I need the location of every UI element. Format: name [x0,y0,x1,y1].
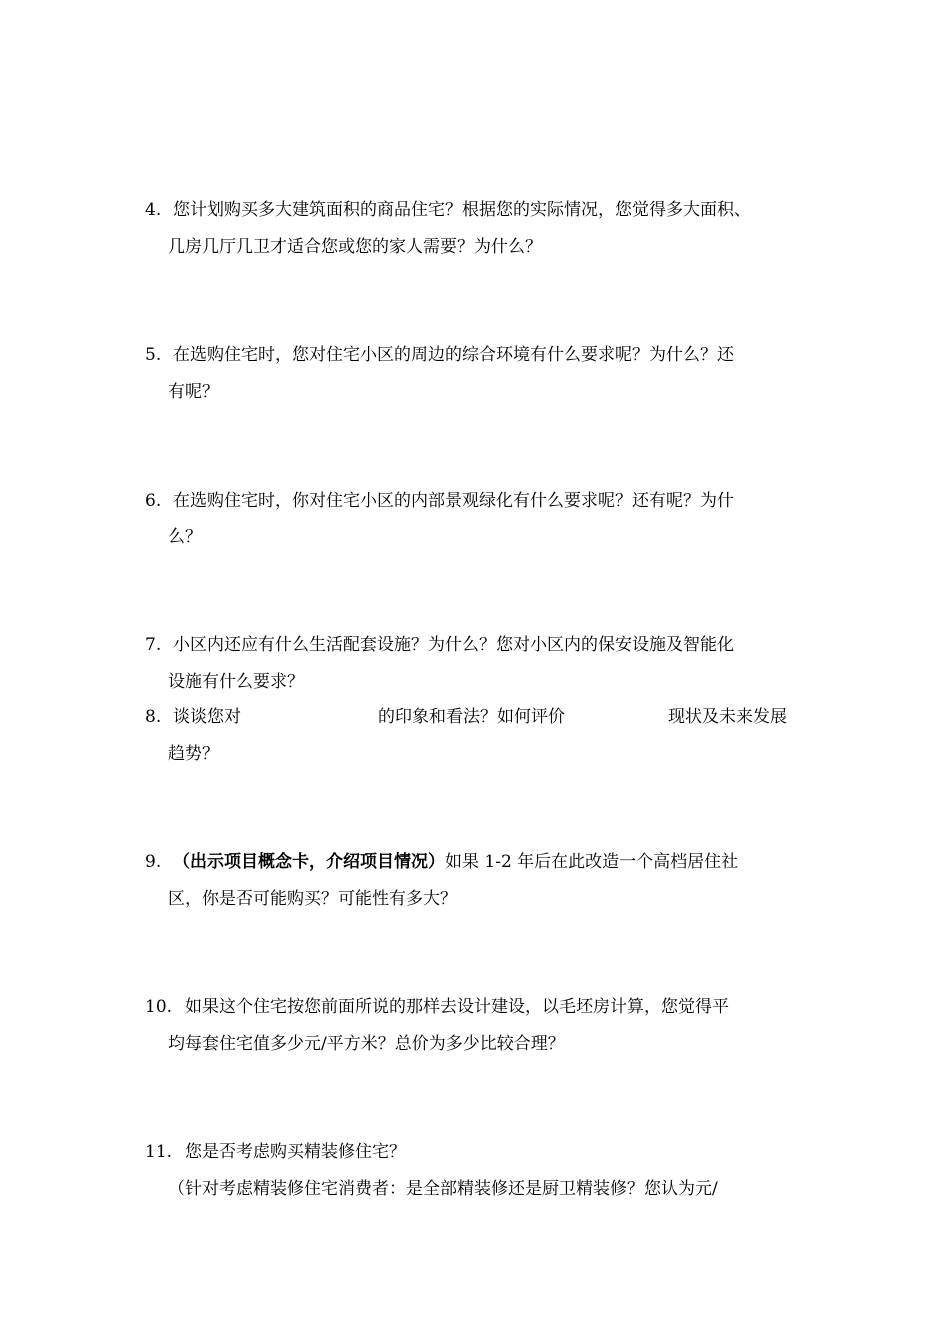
question-6-text-1: 在选购住宅时，你对住宅小区的内部景观绿化有什么要求呢？还有呢？为什 [173,491,734,511]
question-9-number: 9. [145,852,162,872]
question-11-line-2: （针对考虑精装修住宅消费者：是全部精装修还是厨卫精装修？您认为元/ [168,1179,718,1199]
question-7-text-1: 小区内还应有什么生活配套设施？为什么？您对小区内的保安设施及智能化 [173,635,734,655]
question-6-line-2: 么？ [168,527,202,547]
question-4-number: 4. [145,200,162,220]
question-10-line-1 [145,995,729,1019]
question-10-line-2: 均每套住宅值多少元/平方米？总价为多少比较合理？ [168,1034,565,1054]
question-9-line-2: 区，你是否可能购买？可能性有多大？ [168,889,457,909]
question-10-number: 10. [145,997,173,1017]
question-4-line-2: 几房几厅几卫才适合您或您的家人需要？为什么？ [168,237,542,257]
question-11-number: 11. [145,1142,173,1162]
question-5-line-1 [145,343,734,367]
question-8-part-2: 的印象和看法？如何评价 [378,707,565,727]
question-4-text-1: 您计划购买多大建筑面积的商品住宅？根据您的实际情况，您觉得多大面积、 [173,200,751,220]
question-9-line-1 [145,850,738,874]
question-8-line-2: 趋势？ [168,744,219,764]
question-8-part-1: 谈谈您对 [173,707,241,727]
question-7-number: 7. [145,635,162,655]
question-9-text-1: 如果 1-2 年后在此改造一个高档居住社 [445,852,739,872]
question-8-line-1 [145,705,173,729]
question-5-number: 5. [145,345,162,365]
question-7-line-2: 设施有什么要求？ [168,672,304,692]
question-8-part-3: 现状及未来发展 [668,707,787,727]
question-9-bold-text: （出示项目概念卡，介绍项目情况） [173,852,445,872]
question-4-line-1 [145,198,751,222]
question-5-text-1: 在选购住宅时，您对住宅小区的周边的综合环境有什么要求呢？为什么？还 [173,345,734,365]
question-7-line-1 [145,633,734,657]
question-6-line-1 [145,489,734,513]
question-11-text-1: 您是否考虑购买精装修住宅？ [185,1142,406,1162]
question-6-number: 6. [145,491,162,511]
question-10-text-1: 如果这个住宅按您前面所说的那样去设计建设，以毛坯房计算，您觉得平 [185,997,729,1017]
question-11-line-1 [145,1140,406,1164]
question-5-line-2: 有呢？ [168,382,219,402]
question-8-number: 8. [145,707,162,727]
